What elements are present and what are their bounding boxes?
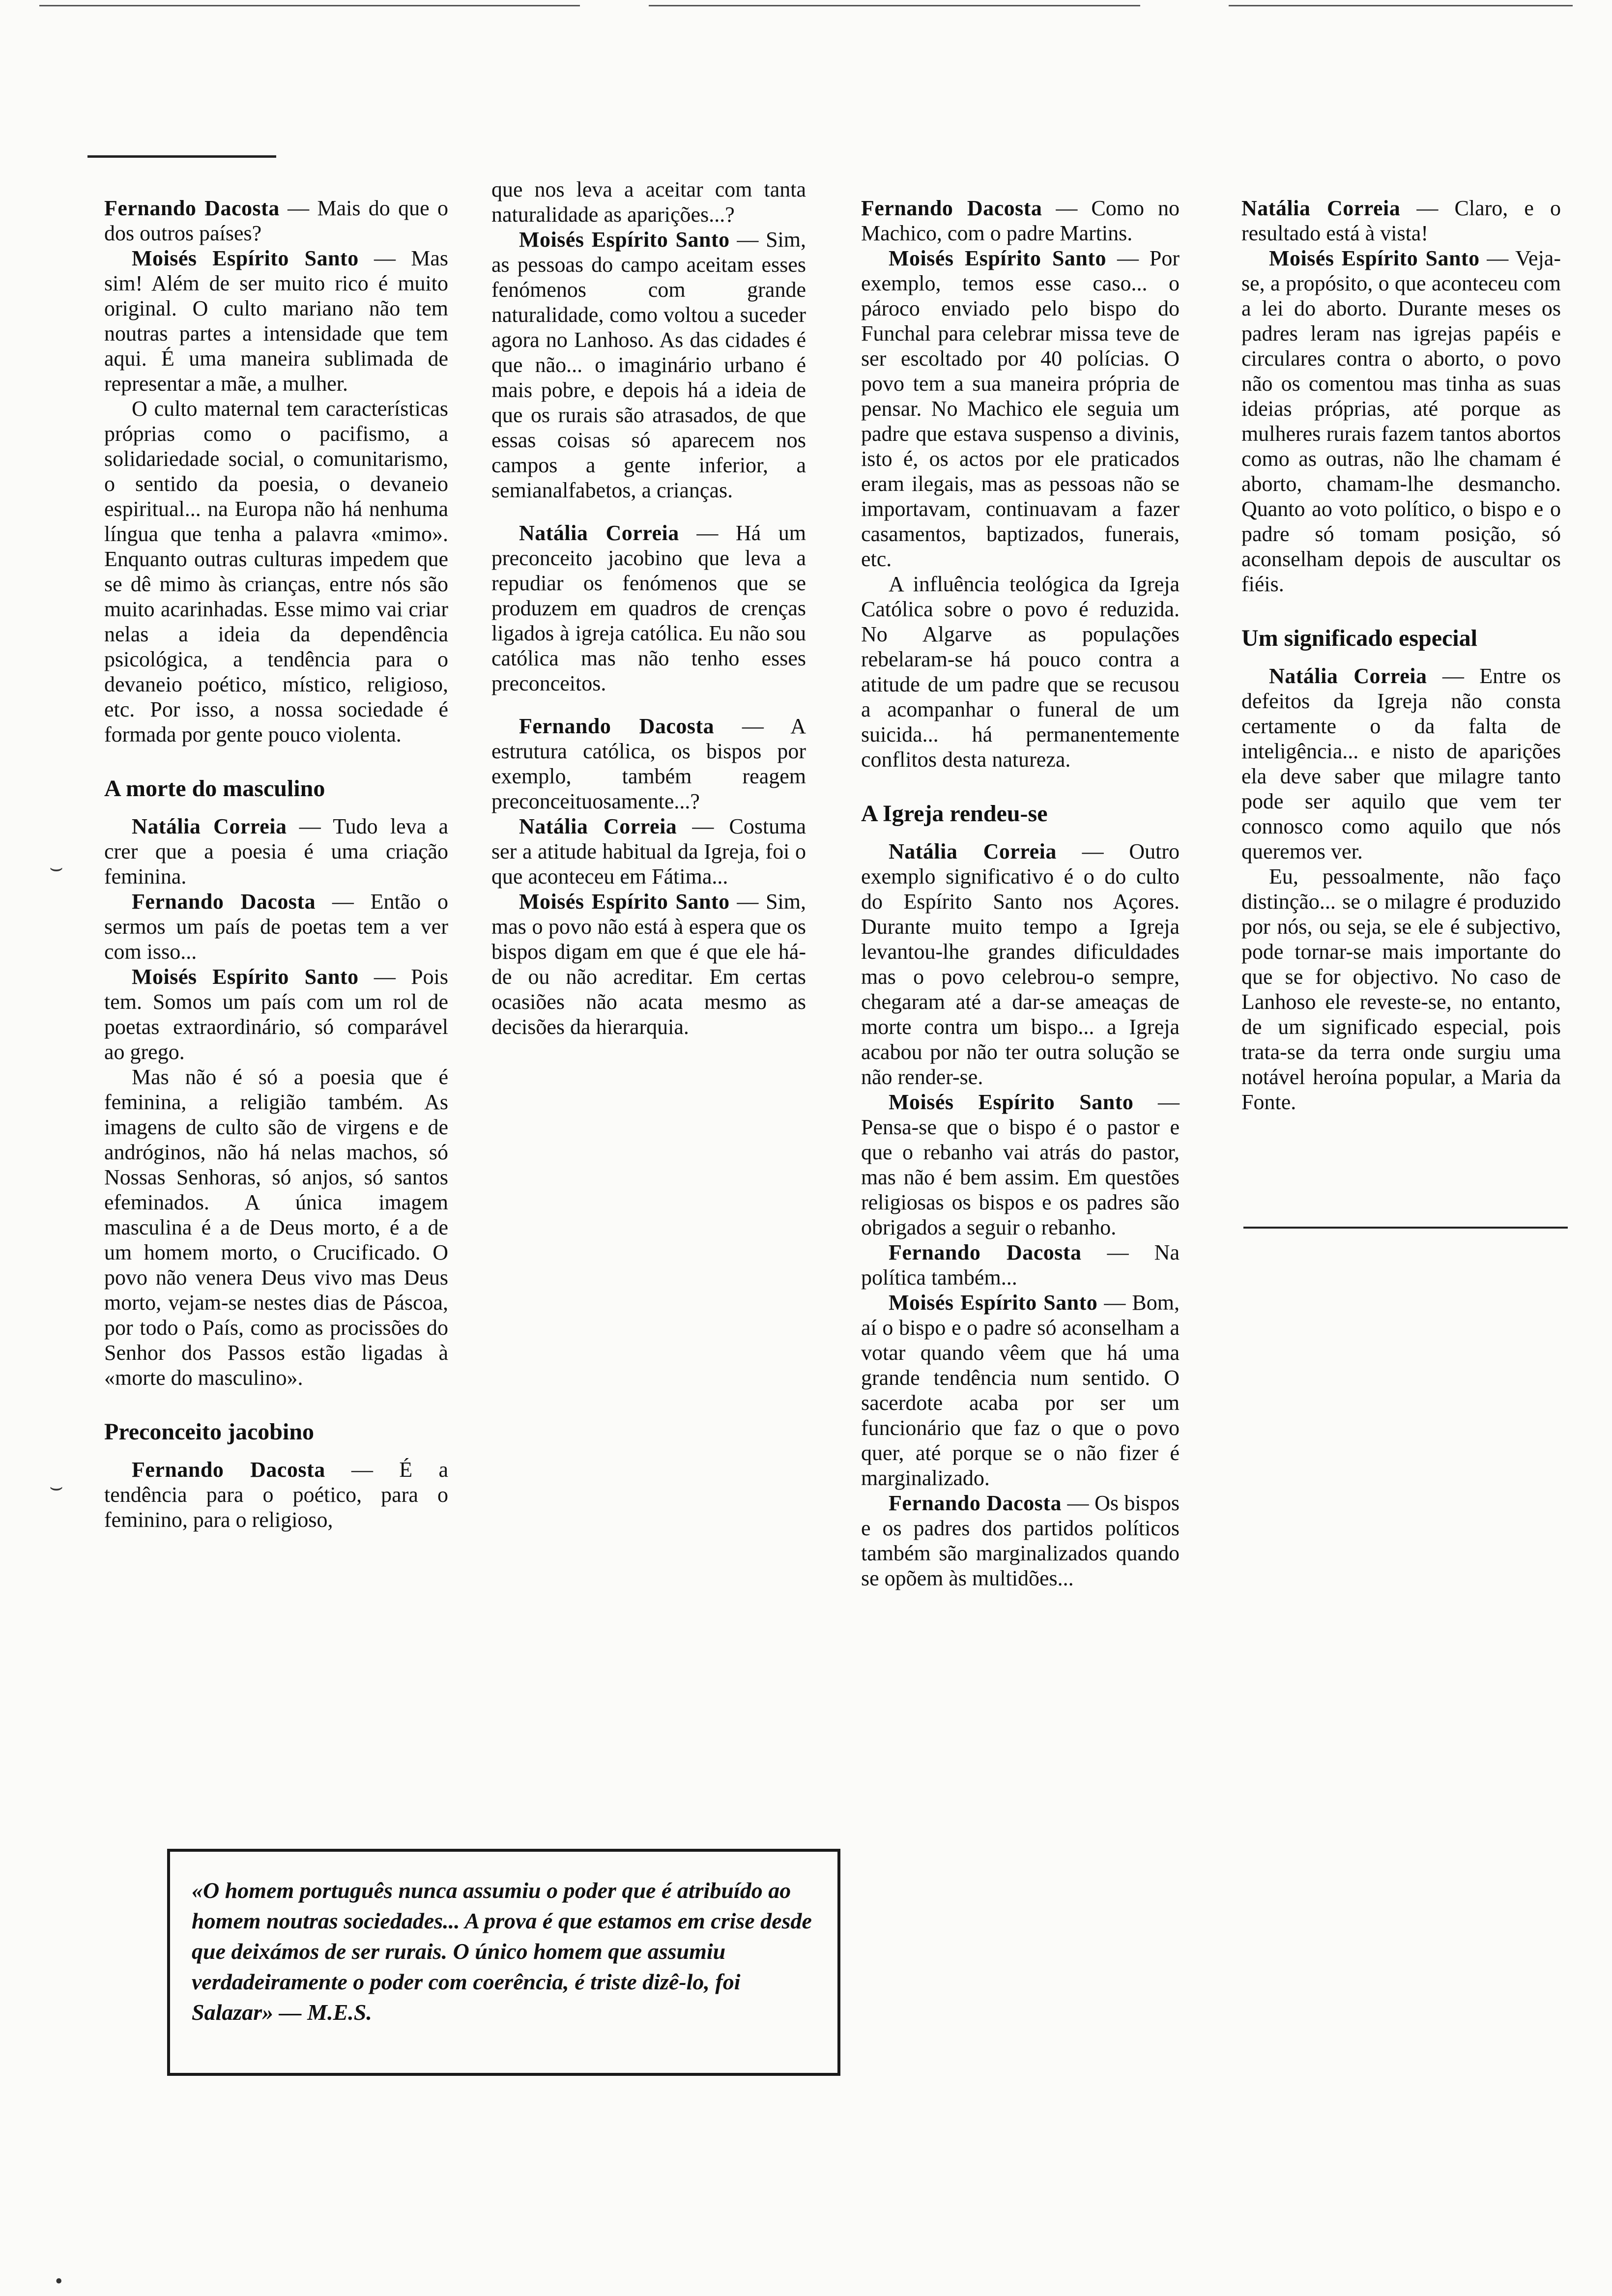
speaker-name: Moisés Espírito Santo [132, 965, 359, 989]
paragraph [491, 814, 806, 889]
speaker-name: Fernando Dacosta [132, 890, 316, 914]
paragraph-text: Mas não é só a poesia que é feminina, a religião também. As imagens de culto são de virgens e de andróginos, não há nelas machos, só Nossas Senhoras, só anjos, só santos efeminados. A única imagem masculina é a de Deus morto, é a de um homem morto, o Crucificado. O povo não venera Deus vivo mas Deus morto, vejam-se nestes dias de Páscoa, por todo o País, como as procissões do Senhor dos Passos estão ligadas à «morte do masculino». [104, 1065, 448, 1390]
paragraph-text: — Outro exemplo significativo é o do culto do Espírito Santo nos Açores. Durante muito tempo a Igreja levantou-lhe grandes dificuldades mas o povo celebrou-o sempre, chegaram até a dar-se ameaças de morte contra um bispo... a Igreja acabou por não ter outra solução se não render-se. [861, 839, 1180, 1089]
column-4 [1241, 196, 1561, 1115]
paragraph [861, 1090, 1180, 1240]
paragraph [491, 177, 806, 227]
speaker-name: Natália Correia [889, 839, 1057, 863]
paragraph-text: O culto maternal tem características próprias como o pacifismo, a solidariedade social, o comunitarismo, o sentido da poesia, o devaneio espiritual... na Europa não há nenhuma língua que tenha a palavra «mimo». Enquanto outras culturas impedem que se dê mimo às crianças, entre nós são muito acarinhadas. Esse mimo vai criar nelas a ideia da dependência psicológica, a tendência para o devaneio poético, místico, religioso, etc. Por isso, a nossa sociedade é formada por gente pouco violenta. [104, 397, 448, 746]
paragraph-text: A influência teológica da Igreja Católica sobre o povo é reduzida. No Algarve as populações rebelaram-se há pouco contra a atitude de um padre que se recusou a acompanhar o funeral de um suicida... há permanentemente conflitos desta natureza. [861, 572, 1180, 772]
top-rule-right [1229, 5, 1573, 6]
paragraph-text: — Por exemplo, temos esse caso... o pároco enviado pelo bispo do Funchal para celebrar missa teve de ser escoltado por 40 polícias. O povo tem a sua maneira própria de pensar. No Machico ele seguia um padre que estava suspenso a divinis, isto é, os actos por ele praticados eram ilegais, mas as pessoas não se importavam, continuavam a fazer casamentos, baptizados, funerais, etc. [861, 246, 1180, 571]
paragraph-text: — Bom, aí o bispo e o padre só aconselham a votar quando vêem que há uma grande tendência num sentido. O sacerdote acaba por ser um funcionário que faz o que o povo quer, até porque se o não fizer é marginalizado. [861, 1291, 1180, 1490]
speaker-name: Moisés Espírito Santo [889, 246, 1107, 270]
paragraph-text: — Há um preconceito jacobino que leva a repudiar os fenómenos que se produzem em quadros de crenças ligados à igreja católica. Eu não sou católica mas não tenho esses preconceitos. [491, 521, 806, 695]
speaker-name: Moisés Espírito Santo [519, 890, 730, 914]
speaker-name: Natália Correia [519, 814, 677, 838]
paragraph [104, 889, 448, 964]
speaker-name: Fernando Dacosta [889, 1491, 1062, 1515]
paragraph-text: — Claro, e o resultado está à vista! [1241, 196, 1561, 245]
paragraph-text: — Mais do que o dos outros países? [104, 196, 449, 245]
paragraph-text: — Pensa-se que o bispo é o pastor e que o rebanho vai atrás do pastor, mas não é bem assim. Em questões religiosas os bispos e os padres são obrigados a seguir o rebanho. [861, 1090, 1180, 1239]
paragraph [861, 1290, 1180, 1491]
paragraph-text: — Então o sermos um país de poetas tem a ver com isso... [104, 890, 448, 964]
paragraph [1241, 864, 1561, 1115]
paragraph [861, 196, 1180, 246]
paragraph-text: — Costuma ser a atitude habitual da Igreja, foi o que aconteceu em Fátima... [491, 814, 806, 889]
paragraph-text: — Os bispos e os padres dos partidos políticos também são marginalizados quando se opõem às multidões... [861, 1491, 1180, 1590]
paragraph-text: Eu, pessoalmente, não faço distinção... se o milagre é produzido por nós, ou seja, se ele é subjectivo, pode tornar-se mais importante do que se for objectivo. No caso de Lanhoso ele reveste-se, no entanto, de um significado especial, pois trata-se da terra onde surgiu uma notável heroína popular, a Maria da Fonte. [1241, 864, 1561, 1114]
speaker-name: Fernando Dacosta [519, 714, 715, 738]
top-rule-left [39, 5, 580, 6]
speaker-name: Fernando Dacosta [132, 1458, 325, 1482]
paragraph [104, 964, 448, 1064]
paragraph-text: — Entre os defeitos da Igreja não consta certamente o da falta de inteligência... e nisto de aparições ela deve saber que milagre tanto pode ser aquilo que vem ter connosco como aquilo que nós queremos ver. [1241, 664, 1561, 863]
section-heading: A morte do masculino [104, 775, 325, 802]
section-heading: A Igreja rendeu-se [861, 801, 1048, 827]
paragraph-text: — Pois tem. Somos um país com um rol de poetas extraordinário, só comparável ao grego. [104, 965, 448, 1064]
column-4-end-rule [1243, 1227, 1568, 1229]
paragraph-text: — A estrutura católica, os bispos por exemplo, também reagem preconceituosamente...? [491, 714, 806, 813]
speaker-name: Moisés Espírito Santo [889, 1291, 1098, 1315]
speaker-name: Moisés Espírito Santo [1269, 246, 1480, 270]
column-1 [104, 196, 448, 1532]
column-2 [491, 177, 806, 1039]
column-3 [861, 196, 1180, 1591]
paragraph [861, 572, 1180, 772]
paragraph-text: — Mas sim! Além de ser muito rico é muito original. O culto mariano não tem noutras partes a intensidade que tem aqui. É uma maneira sublimada de representar a mãe, a mulher. [104, 246, 448, 396]
paragraph [491, 227, 806, 503]
speaker-name: Fernando Dacosta [861, 196, 1042, 220]
paragraph [104, 246, 448, 396]
paragraph-text: — Sim, mas o povo não está à espera que os bispos digam em que é que ele há-de ou não acreditar. Em certas ocasiões não acata mesmo as decisões da hierarquia. [491, 890, 806, 1039]
speaker-name: Moisés Espírito Santo [889, 1090, 1134, 1114]
paragraph [104, 814, 448, 889]
speaker-name: Natália Correia [1269, 664, 1427, 688]
paragraph-text: — Tudo leva a crer que a poesia é uma criação feminina. [104, 814, 448, 889]
pull-quote-text: «O homem português nunca assumiu o poder que é atribuído ao homem noutras sociedades... A prova é que estamos em crise desde que deixámos de ser rurais. O único homem que assumiu verdadeiramente o poder com coerência, é triste dizê-lo, foi Salazar» — M.E.S. [192, 1878, 812, 2025]
speaker-name: Fernando Dacosta [889, 1240, 1082, 1264]
pull-quote-box [167, 1849, 840, 2076]
paragraph [861, 246, 1180, 572]
paragraph [491, 889, 806, 1039]
paragraph [861, 1491, 1180, 1591]
paragraph [104, 196, 448, 246]
scan-mark: ⌣ [49, 856, 63, 880]
speaker-name: Moisés Espírito Santo [519, 228, 730, 252]
paragraph-text: — Sim, as pessoas do campo aceitam esses fenómenos com grande naturalidade, como voltou a suceder agora no Lanhoso. As das cidades é que não... o imaginário urbano é mais pobre, e depois há a ideia de que os rurais são atrasados, de que essas coisas só aparecem nos campos a gente inferior, a semianalfabetos, a crianças. [491, 228, 806, 502]
paragraph-text: — Veja-se, a propósito, o que aconteceu com a lei do aborto. Durante meses os padres leram nas igrejas papéis e circulares contra o aborto, o povo não os comentou mas tinha as suas ideias próprias, até porque as mulheres rurais fazem tantos abortos como as outras, não lhe chamam é aborto, chamam-lhe desmancho. Quanto ao voto político, o bispo e o padre só tomam posição, só aconselham depois de auscultar os fiéis. [1241, 246, 1561, 596]
paragraph [1241, 196, 1561, 246]
paragraph [491, 714, 806, 814]
paragraph [861, 839, 1180, 1090]
speaker-name: Moisés Espírito Santo [132, 246, 359, 270]
paragraph [1241, 663, 1561, 864]
speaker-name: Natália Correia [132, 814, 287, 838]
paragraph [491, 520, 806, 696]
paragraph-text: que nos leva a aceitar com tanta naturalidade as aparições...? [491, 177, 806, 227]
top-rule-center [649, 5, 1140, 6]
paragraph-text: — Como no Machico, com o padre Martins. [861, 196, 1180, 245]
scan-mark: • [55, 2269, 63, 2293]
paragraph-text: — É a tendência para o poético, para o feminino, para o religioso, [104, 1458, 448, 1532]
paragraph-text: — Na política também... [861, 1240, 1180, 1290]
paragraph [104, 396, 448, 747]
section-heading: Um significado especial [1241, 625, 1477, 651]
paragraph [861, 1240, 1180, 1290]
paragraph [104, 1457, 448, 1532]
paragraph [104, 1064, 448, 1390]
section-heading: Preconceito jacobino [104, 1419, 315, 1445]
paragraph [1241, 246, 1561, 597]
speaker-name: Fernando Dacosta [104, 196, 280, 220]
speaker-name: Natália Correia [1241, 196, 1401, 220]
scan-mark: ⌣ [49, 1475, 63, 1499]
column-rule-top-left [87, 155, 276, 158]
speaker-name: Natália Correia [519, 521, 679, 545]
